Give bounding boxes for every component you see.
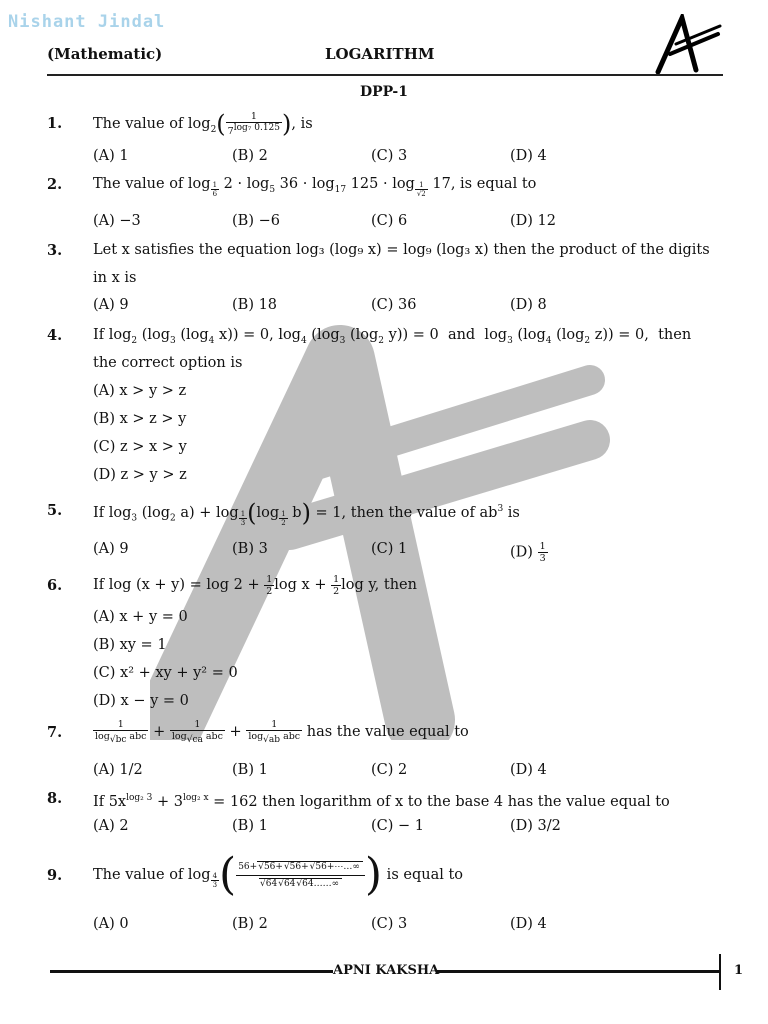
header-rule [47, 74, 723, 76]
option: (A) 9 [93, 541, 129, 557]
option: (C) 3 [371, 148, 408, 164]
apni-kaksha-logo-icon [652, 14, 724, 76]
option: (A) x + y = 0 [93, 609, 188, 625]
option: (D) 3/2 [510, 818, 561, 834]
footer-divider [719, 954, 721, 990]
option: (B) 1 [232, 762, 268, 778]
question-number: 9. [47, 867, 63, 884]
question-number: 1. [47, 115, 63, 132]
option: (B) −6 [232, 213, 280, 229]
question-number: 5. [47, 502, 63, 519]
option: (A) 0 [93, 916, 129, 932]
question-text: Let x satisfies the equation log₃ (log₉ x) = log₉ (log₃ x) then the product of the digits in x is [93, 242, 710, 286]
option: (C) x² + xy + y² = 0 [93, 665, 238, 681]
question-number: 2. [47, 176, 63, 193]
option-label: (D) [510, 544, 533, 561]
watermark-name: Nishant Jindal [8, 12, 166, 32]
option: (D) $\frac{1}{3}$ [510, 541, 546, 564]
option: (A) 1 [93, 148, 129, 164]
option: (A) 9 [93, 297, 129, 313]
footer-label: APNI KAKSHA [333, 963, 440, 978]
option: (B) 2 [232, 148, 268, 164]
option: (D) x − y = 0 [93, 693, 189, 709]
option: (B) 2 [232, 916, 268, 932]
option: (C) − 1 [371, 818, 425, 834]
question-text: If $\log_2 (\log_3$ ($\log_4$ x)) = 0, $\log_4 (\log_3$ ($\log_2$ y)) = 0 and $\log_3 (\log_4$ ($\log_2$ z)) = 0, then [93, 327, 692, 346]
question-number: 8. [47, 790, 63, 807]
subject-label: (Mathematic) [47, 45, 163, 63]
option: (B) 1 [232, 818, 268, 834]
question-text: $\frac{1}{\log_{√bc} abc}$ + $\frac{1}{\log_{√ca} abc}$ + $\frac{1}{\log_{√ab} abc}$ has the value equal to [95, 718, 469, 745]
option: (A) x > y > z [93, 383, 187, 399]
option: (B) 18 [232, 297, 278, 313]
question-text: The value of log $_{\frac{4}{3}}$ ( $\frac{56+√56+√56+√56+\cdots\dots\infty}{√64√64√64\dots\dots\infty}$ ) is equal to [93, 849, 464, 900]
option: (C) 2 [371, 762, 408, 778]
option: (D) 4 [510, 148, 547, 164]
option: (B) xy = 1 [93, 637, 167, 653]
question-text: If log (x + y) = log 2 + $\frac{1}{2}$ log x + $\frac{1}{2}$ log y, then [93, 573, 417, 597]
option: (B) x > z > y [93, 411, 187, 427]
option: (A) −3 [93, 213, 141, 229]
option: (D) 4 [510, 762, 547, 778]
dpp-label: DPP-1 [360, 84, 408, 100]
footer-rule-right [437, 970, 720, 973]
option: (C) 6 [371, 213, 408, 229]
option: (B) 3 [232, 541, 268, 557]
option: (D) 8 [510, 297, 547, 313]
question-number: 3. [47, 242, 63, 259]
option: (D) 4 [510, 916, 547, 932]
question-number: 4. [47, 327, 63, 344]
question-text: If $\log_3 (\log_2$ a) + log $_{\frac{1}{3}}$ (log $_{\frac{1}{2}}$ b) = 1, then the value of $ab^3$ is [93, 498, 520, 527]
footer-rule-left [50, 970, 333, 973]
option: (C) 3 [371, 916, 408, 932]
page-title: LOGARITHM [325, 45, 435, 63]
option: (C) z > x > y [93, 439, 187, 455]
page-number: 1 [734, 963, 744, 978]
question-text: If $5x^{log_2 3} + 3^{log_2 x} = 162$ then logarithm of x to the base 4 has the value equal to [93, 793, 670, 810]
question-text: The value of $\log_2$( $\frac{1}{7^{log_7 0.125}}$ ), is [93, 110, 313, 138]
option: (A) 1/2 [93, 762, 143, 778]
question-text: The value of log $_{\frac{1}{6}}$ $2 \cdot \log_5 36 \cdot \log_{17} 125 \cdot \log$ $_{\frac{1}{√2}}$ 17, is equal to [93, 176, 537, 198]
option: (D) 12 [510, 213, 556, 229]
question-number: 7. [47, 724, 63, 741]
question-number: 6. [47, 577, 63, 594]
question-text-continued: the correct option is [93, 355, 243, 371]
option: (C) 36 [371, 297, 417, 313]
option: (C) 1 [371, 541, 408, 557]
option: (D) z > y > z [93, 467, 187, 483]
option: (A) 2 [93, 818, 129, 834]
